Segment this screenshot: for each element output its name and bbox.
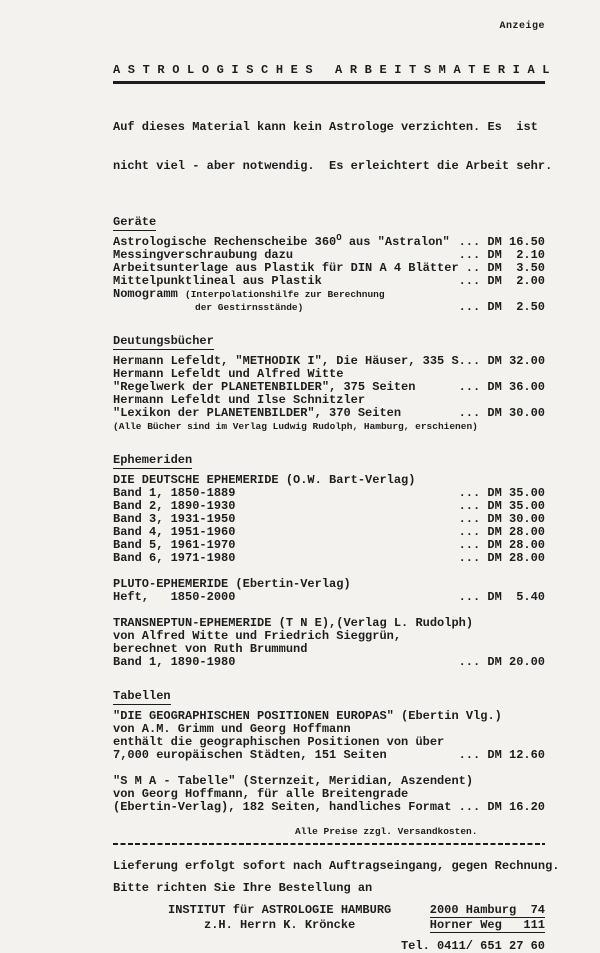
intro-line: nicht viel - aber notwendig. Es erleichtert die Arbeit sehr. [113,159,553,173]
item-text-part: (Ebertin-Verlag), 182 Seiten, handliches Format [113,800,452,814]
section [113,454,545,669]
item-text-part: PLUTO-EPHEMERIDE (Ebertin-Verlag) [113,577,351,591]
section [113,690,545,814]
item-text [113,420,478,433]
address-city: 2000 Hamburg 74 [429,903,545,918]
item-price: ... DM 20.00 [458,655,545,669]
item-price: ... DM 28.00 [458,538,545,552]
section-heading: Geräte [113,215,157,229]
section-heading-row [113,454,545,474]
item-text-part: DIE DEUTSCHE EPHEMERIDE (O.W. Bart-Verlag) [113,473,416,487]
item-text-part: Band 3, 1931-1950 [113,512,236,526]
institute-block [113,903,391,933]
item-text [113,552,235,565]
item-text-part: berechnet von Ruth Brummund [113,642,308,656]
institute-contact: z.H. Herrn K. Kröncke [204,918,356,933]
item-price: ... DM 2.50 [458,300,545,314]
institute-name: INSTITUT für ASTROLOGIE HAMBURG [168,903,392,918]
section-heading: Tabellen [113,689,171,703]
order-line: Bitte richten Sie Ihre Bestellung an [113,881,373,896]
item-text-part: Band 5, 1961-1970 [113,538,236,552]
item-text [113,301,303,314]
item-text-part: Band 4, 1951-1960 [113,525,236,539]
item-text-part: Band 6, 1971-1980 [113,551,236,565]
item-row [113,656,545,669]
item-text-part: Astrologische Rechenscheibe 360 [113,235,337,249]
anzeige-label: Anzeige [499,21,545,32]
section-heading: Ephemeriden [113,453,193,467]
item-row [113,420,545,433]
item-text-part: "S M A - Tabelle" (Sternzeit, Meridian, Aszendent) [113,774,474,788]
item-text [113,288,385,301]
item-price: .. DM 3.50 [465,261,545,275]
phone-number: Tel. 0411/ 651 27 60 [400,939,545,953]
title-underline [113,81,545,84]
item-text-part: Hermann Lefeldt und Ilse Schnitzler [113,393,366,407]
item-text-part: Mittelpunktlineal aus Plastik [113,274,322,288]
item-text-part: enthält die geographischen Positionen von über [113,735,445,749]
item-text-part: Band 1, 1890-1980 [113,655,236,669]
item-text-part: von Alfred Witte und Friedrich Sieggrün, [113,629,402,643]
item-text-part: von A.M. Grimm und Georg Hoffmann [113,722,351,736]
page-title: A S T R O L O G I S C H E S A R B E I T S M A T E R I A L [113,63,550,77]
item-text-part: Hermann Lefeldt, "METHODIK I", Die Häuser, 335 S [113,354,459,368]
item-text-part: "Lexikon der PLANETENBILDER", 370 Seiten [113,406,402,420]
item-text [113,656,235,669]
item-text-part: aus "Astralon" [341,235,450,249]
item-text-part: Hermann Lefeldt und Alfred Witte [113,367,344,381]
item-row [113,801,545,814]
item-price: ... DM 35.00 [458,486,545,500]
section [113,216,545,314]
item-text-part: O [336,233,342,243]
dashed-divider [113,843,545,845]
item-price: ... DM 30.00 [458,406,545,420]
item-text [113,591,235,604]
item-text-part: TRANSNEPTUN-EPHEMERIDE (T N E),(Verlag L. Rudolph) [113,616,474,630]
section-heading: Deutungsbücher [113,334,214,348]
item-price: ... DM 16.20 [458,800,545,814]
item-text-part: "Regelwerk der PLANETENBILDER", 375 Seiten [113,380,416,394]
item-text-part: von Georg Hoffmann, für alle Breitengrade [113,787,409,801]
item-text-part: 7,000 europäischen Städten, 151 Seiten [113,748,387,762]
item-price: ... DM 2.10 [458,248,545,262]
item-text-part: (Alle Bücher sind im Verlag Ludwig Rudolph, Hamburg, erschienen) [113,421,478,432]
item-text [113,749,387,762]
item-text-part: Band 1, 1850-1889 [113,486,236,500]
item-price: ... DM 30.00 [458,512,545,526]
item-row [113,749,545,762]
item-text-part: "DIE GEOGRAPHISCHEN POSITIONEN EUROPAS" (Ebertin Vlg.) [113,709,502,723]
item-price: ... DM 2.00 [458,274,545,288]
item-price: ... DM 32.00 [458,354,546,368]
item-price: ... DM 12.60 [458,748,545,762]
shipping-note: Alle Preise zzgl. Versandkosten. [295,826,478,837]
footer-address-area [113,903,545,953]
item-text-part: Arbeitsunterlage aus Plastik für DIN A 4 Blätter [113,261,459,275]
intro-line: Auf dieses Material kann kein Astrologe verzichten. Es ist [113,120,538,134]
item-price: ... DM 28.00 [458,551,545,565]
item-price: ... DM 16.50 [458,235,545,249]
item-row [113,301,545,314]
item-text-part: Nomogramm [113,287,186,301]
item-text-part: Messingverschraubung dazu [113,248,294,262]
item-price: ... DM 5.40 [458,590,545,604]
address-block [401,903,545,953]
address-street: Horner Weg 111 [429,918,545,933]
intro-paragraph [113,95,553,199]
item-text-part: (Interpolationshilfe zur Berechnung [185,289,385,300]
item-row [113,591,545,604]
section-heading-row [113,335,545,355]
item-price: ... DM 35.00 [458,499,545,513]
item-text [113,801,451,814]
item-row [113,407,545,420]
section-heading-row [113,216,545,236]
section [113,335,545,433]
item-price: ... DM 36.00 [458,380,545,394]
item-text-part: Heft, 1850-2000 [113,590,236,604]
item-text-part: Band 2, 1890-1930 [113,499,236,513]
item-text [113,407,401,420]
section-heading-row [113,690,545,710]
sections [113,216,545,814]
delivery-line: Lieferung erfolgt sofort nach Auftragseingang, gegen Rechnung. [113,859,560,874]
item-text-part: der Gestirnsstände) [195,302,304,313]
item-row [113,552,545,565]
item-price: ... DM 28.00 [458,525,545,539]
